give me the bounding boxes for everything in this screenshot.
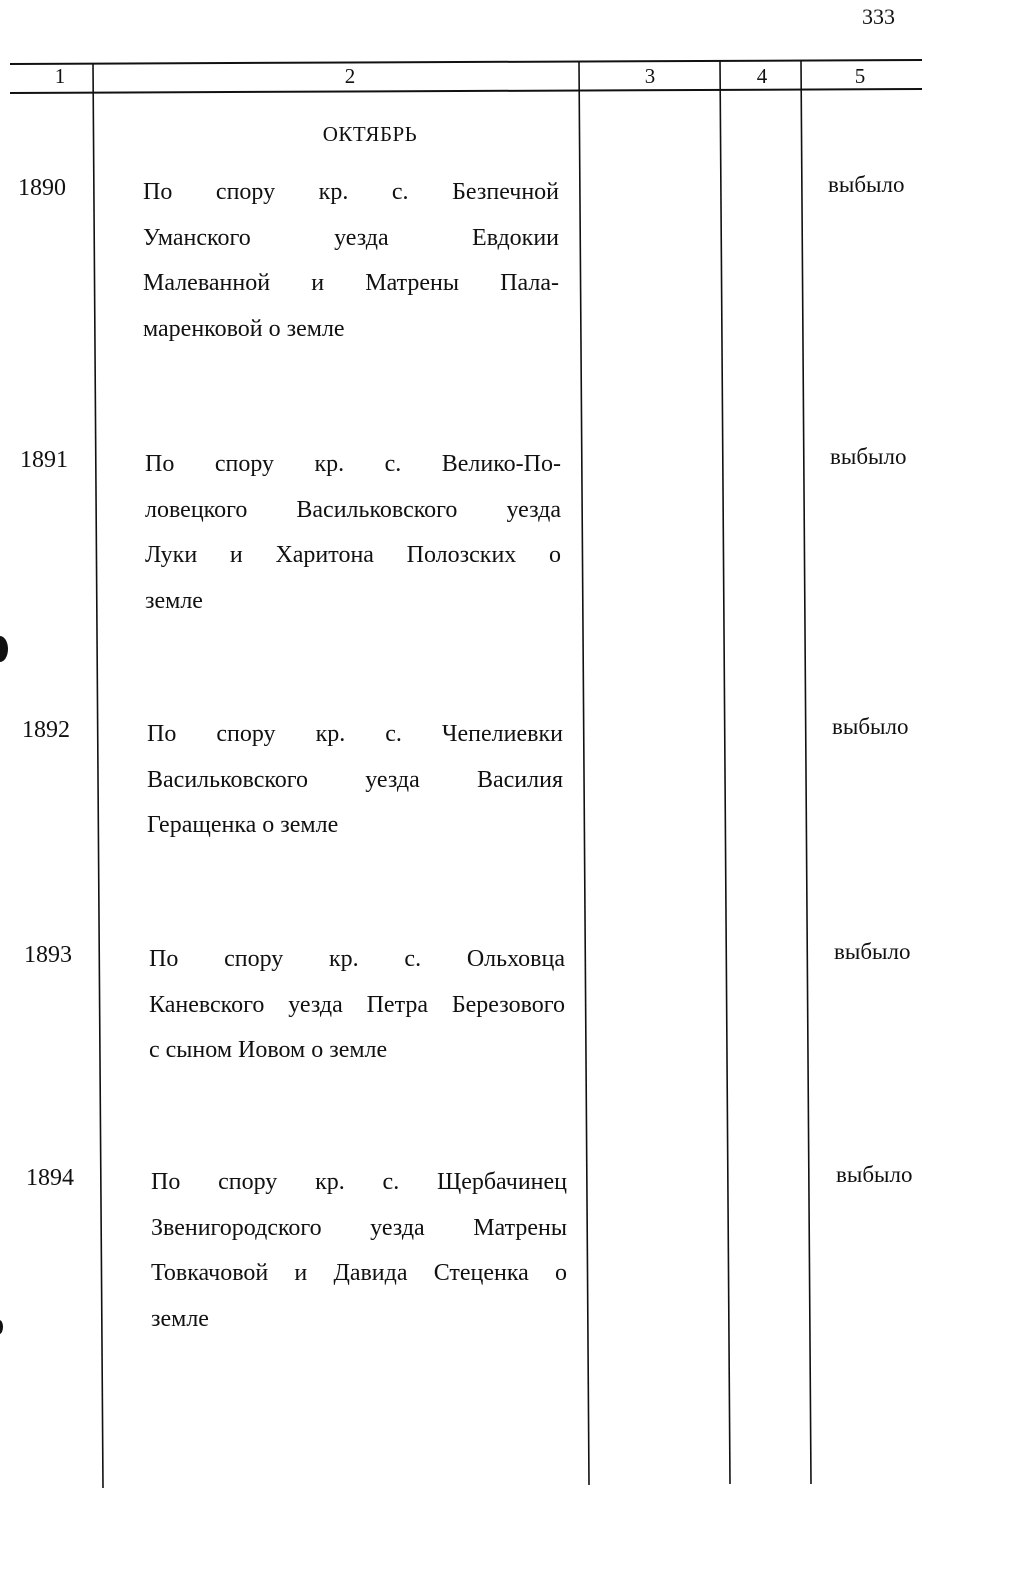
- description-line: маренковой о земле: [143, 315, 345, 342]
- entry-number: 1893: [24, 942, 72, 968]
- entry-number: 1891: [20, 447, 68, 473]
- entry-description: [149, 937, 565, 1074]
- section-title: ОКТЯБРЬ: [322, 122, 418, 146]
- entry-status: выбыло: [834, 939, 911, 964]
- entry-description: [147, 712, 563, 849]
- description-line: Уманского уезда Евдокии: [143, 224, 559, 251]
- entry-description: [151, 1160, 567, 1342]
- column-header-1: 1: [54, 64, 66, 88]
- description-line: Товкачовой и Давида Стеценка о: [151, 1260, 567, 1286]
- description-line: Луки и Харитона Полозских о: [145, 542, 561, 568]
- description-line: земле: [151, 1305, 209, 1332]
- description-line: Каневского уезда Петра Березового: [149, 991, 565, 1018]
- description-line: Звенигородского уезда Матрены: [151, 1214, 567, 1241]
- description-line: По спору кр. с. Чепелиевки: [147, 721, 563, 747]
- description-line: Васильковского уезда Василия: [147, 766, 563, 793]
- entry-status: выбыло: [836, 1162, 913, 1187]
- description-line: По спору кр. с. Щербачинец: [151, 1169, 567, 1195]
- entry-number: 1894: [26, 1165, 74, 1191]
- entry-number: 1890: [18, 175, 66, 201]
- entry-status: выбыло: [832, 714, 909, 739]
- description-line: с сыном Иовом о земле: [149, 1037, 388, 1063]
- description-line: земле: [145, 587, 203, 614]
- description-line: ловецкого Васильковского уезда: [145, 496, 561, 523]
- description-line: Геращенка о земле: [147, 812, 339, 838]
- entry-number: 1892: [22, 717, 70, 743]
- column-header-5: 5: [854, 64, 866, 88]
- column-header-2: 2: [344, 64, 356, 88]
- entry-description: [145, 442, 561, 624]
- description-line: По спору кр. с. Ольховца: [149, 946, 565, 972]
- description-line: Малеванной и Матрены Пала-: [143, 270, 559, 296]
- description-line: По спору кр. с. Велико-По-: [145, 451, 561, 477]
- entry-status: выбыло: [828, 172, 905, 197]
- entry-description: [143, 170, 559, 352]
- description-line: По спору кр. с. Безпечной: [143, 179, 559, 205]
- column-header-4: 4: [756, 64, 768, 88]
- column-header-3: 3: [644, 64, 656, 88]
- entry-status: выбыло: [830, 444, 907, 469]
- page-number: 333: [862, 4, 895, 29]
